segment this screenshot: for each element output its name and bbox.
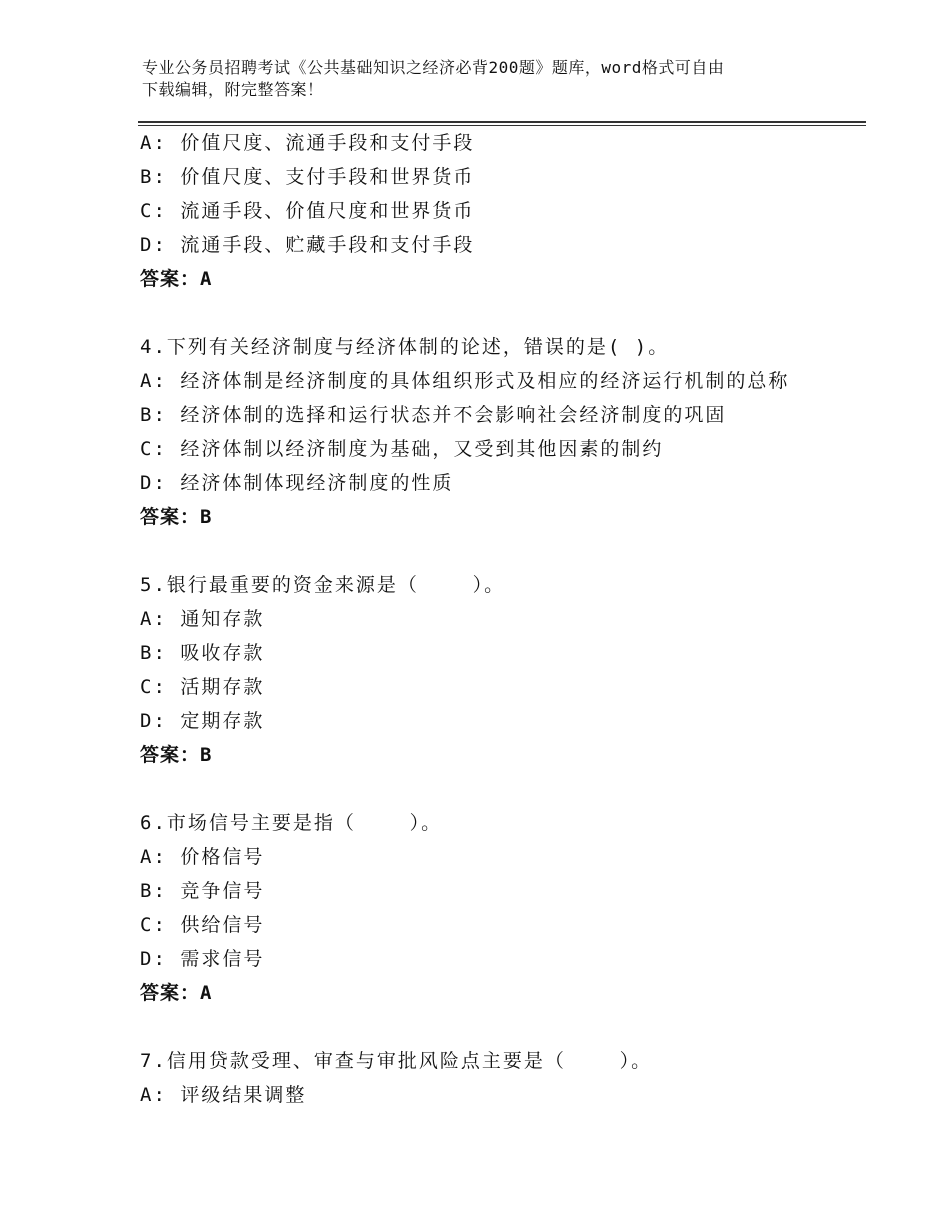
header-title-line2: 下载编辑，附完整答案！ <box>142 80 324 99</box>
question-7-block <box>140 1044 860 1112</box>
answer-label: 答案：B <box>140 506 213 528</box>
option-c: C: 流通手段、价值尺度和世界货币 <box>140 200 475 222</box>
question-text: 7.信用贷款受理、审查与审批风险点主要是（ ）。 <box>140 1050 653 1072</box>
answer-label: 答案：A <box>140 982 213 1004</box>
option-d: D: 需求信号 <box>140 948 265 970</box>
question-3-block <box>140 126 860 296</box>
option-c: C: 活期存款 <box>140 676 265 698</box>
option-b: B: 竞争信号 <box>140 880 265 902</box>
option-b: B: 价值尺度、支付手段和世界货币 <box>140 166 475 188</box>
option-a: A: 通知存款 <box>140 608 265 630</box>
option-d: D: 定期存款 <box>140 710 265 732</box>
option-d: D: 流通手段、贮藏手段和支付手段 <box>140 234 475 256</box>
answer-label: 答案：B <box>140 744 213 766</box>
option-a: A: 评级结果调整 <box>140 1084 307 1106</box>
option-d: D: 经济体制体现经济制度的性质 <box>140 472 454 494</box>
document-header <box>142 57 822 101</box>
question-6-block <box>140 806 860 1010</box>
question-5-block <box>140 568 860 772</box>
question-text: 5.银行最重要的资金来源是（ ）。 <box>140 574 506 596</box>
option-b: B: 经济体制的选择和运行状态并不会影响社会经济制度的巩固 <box>140 404 727 426</box>
question-4-block <box>140 330 860 534</box>
header-title-line1: 专业公务员招聘考试《公共基础知识之经济必背200题》题库，word格式可自由 <box>142 58 725 77</box>
option-a: A: 经济体制是经济制度的具体组织形式及相应的经济运行机制的总称 <box>140 370 790 392</box>
question-text: 4.下列有关经济制度与经济体制的论述，错误的是( )。 <box>140 336 670 358</box>
option-c: C: 经济体制以经济制度为基础，又受到其他因素的制约 <box>140 438 664 460</box>
question-list <box>140 126 860 1112</box>
question-text: 6.市场信号主要是指（ ）。 <box>140 812 443 834</box>
option-c: C: 供给信号 <box>140 914 265 936</box>
answer-label: 答案：A <box>140 268 213 290</box>
option-b: B: 吸收存款 <box>140 642 265 664</box>
option-a: A: 价格信号 <box>140 846 265 868</box>
option-a: A: 价值尺度、流通手段和支付手段 <box>140 132 475 154</box>
